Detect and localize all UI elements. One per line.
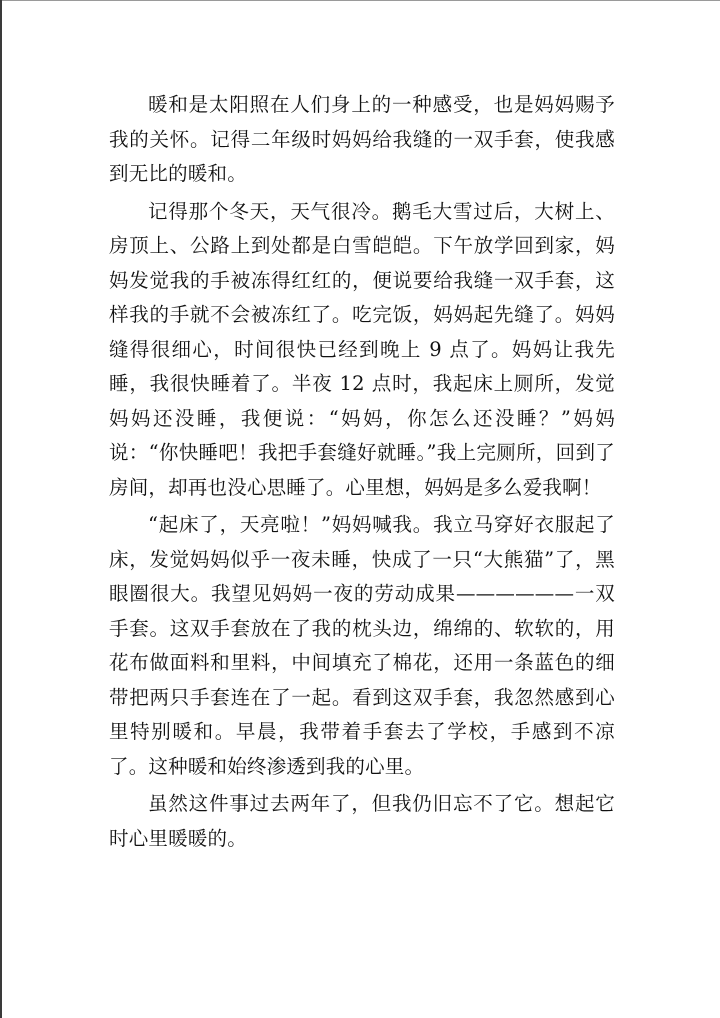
document-body	[109, 88, 615, 859]
paragraph-1: 暖和是太阳照在人们身上的一种感受，也是妈妈赐予我的关怀。记得二年级时妈妈给我缝的一双手套，使我感到无比的暖和。	[109, 93, 615, 185]
paragraph-3: “起床了，天亮啦！”妈妈喊我。我立马穿好衣服起了床，发觉妈妈似乎一夜未睡，快成了一只“大熊猫”了，黑眼圈很大。我望见妈妈一夜的劳动成果——————一双手套。这双手套放在了我的枕头边，绵绵的、软软的，用花布做面料和里料，中间填充了棉花，还用一条蓝色的细带把两只手套连在了一起。看到这双手套，我忽然感到心里特别暖和。早晨，我带着手套去了学校，手感到不凉了。这种暖和始终渗透到我的心里。	[109, 513, 615, 778]
page-top-border	[0, 0, 720, 1]
paragraph-2: 记得那个冬天，天气很冷。鹅毛大雪过后，大树上、房顶上、公路上到处都是白雪皑皑。下午放学回到家，妈妈发觉我的手被冻得红红的，便说要给我缝一双手套，这样我的手就不会被冻红了。吃完饭，妈妈起先缝了。妈妈缝得很细心，时间很快已经到晚上 9 点了。妈妈让我先睡，我很快睡着了。半夜 12 点时，我起床上厕所，发觉妈妈还没睡，我便说：“妈妈，你怎么还没睡？”妈妈说：“你快睡吧！我把手套缝好就睡。”我上完厕所，回到了房间，却再也没心思睡了。心里想，妈妈是多么爱我啊！	[109, 199, 615, 499]
paragraph-4: 虽然这件事过去两年了，但我仍旧忘不了它。想起它时心里暖暖的。	[109, 792, 615, 850]
page-left-border	[0, 0, 2, 1018]
